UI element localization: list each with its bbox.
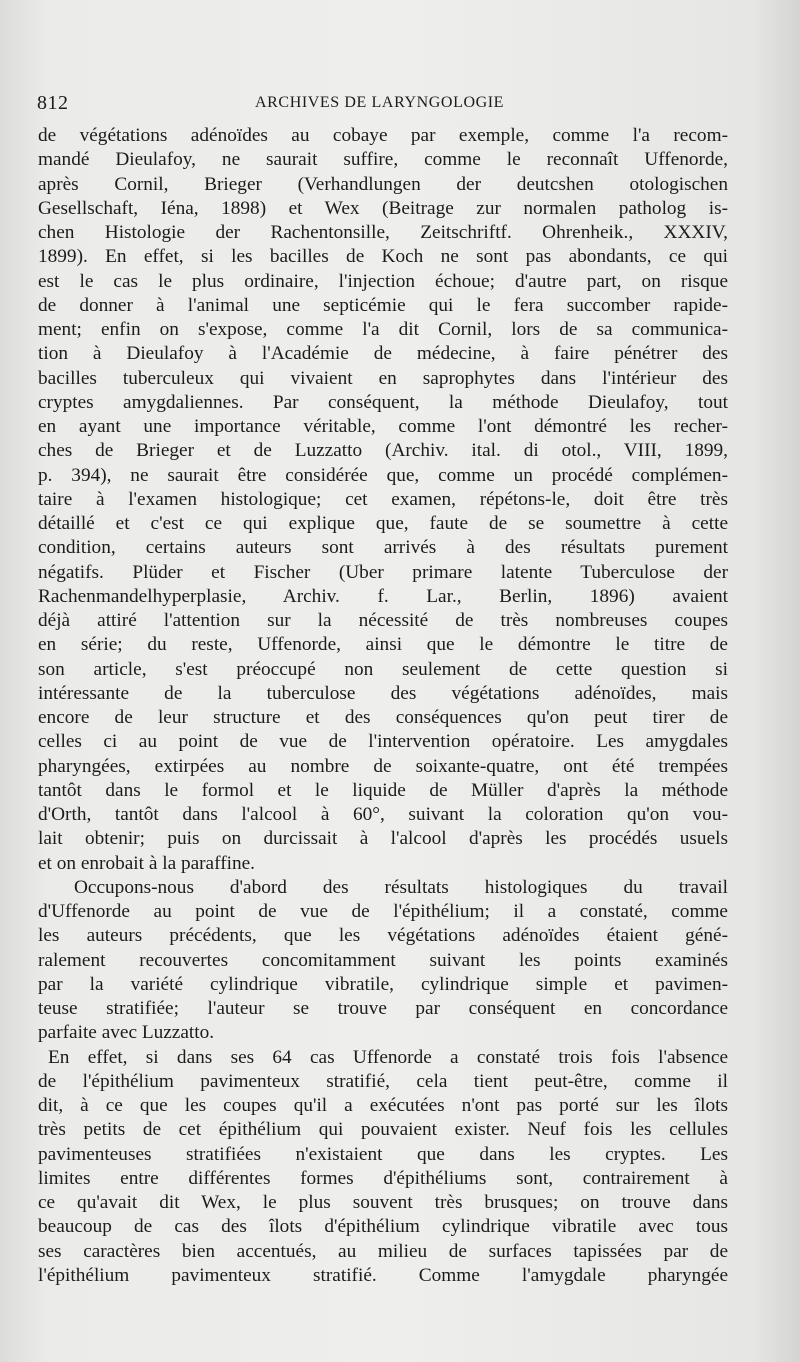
text-line: les auteurs précédents, que les végétations adénoïdes étaient géné-: [38, 925, 728, 947]
text-line: encore de leur structure et des conséquences qu'on peut tirer de: [38, 707, 728, 728]
running-head: ARCHIVES DE LARYNGOLOGIE: [255, 94, 505, 111]
text-line: est le cas le plus ordinaire, l'injection échoue; d'autre part, on risque: [38, 270, 728, 292]
text-line: taire à l'examen histologique; cet examen, répétons-le, doit être très: [38, 488, 728, 510]
text-line: négatifs. Plüder et Fischer (Uber primare latente Tuberculose der: [38, 561, 728, 583]
paragraph-start-line: Occupons-nous d'abord des résultats histologiques du travail: [74, 876, 728, 898]
page-header: [37, 92, 760, 122]
text-line: détaillé et c'est ce qui explique que, faute de se soumettre à cette: [38, 513, 728, 534]
text-line: limites entre différentes formes d'épithéliums sont, contrairement à: [38, 1167, 728, 1189]
text-line: d'Uffenorde au point de vue de l'épithélium; il a constaté, comme: [38, 901, 728, 922]
body-text: [38, 124, 728, 1288]
text-line: de donner à l'animal une septicémie qui le fera succomber rapide-: [38, 294, 728, 316]
text-line: Gesellschaft, Iéna, 1898) et Wex (Beitrage zur normalen patholog is-: [38, 197, 728, 219]
text-line: mandé Dieulafoy, ne saurait suffire, comme le reconnaît Uffenorde,: [38, 149, 728, 171]
text-line: de l'épithélium pavimenteux stratifié, cela tient peut-être, comme il: [38, 1070, 728, 1092]
text-line: ches de Brieger et de Luzzatto (Archiv. ital. di otol., VIII, 1899,: [38, 440, 728, 462]
text-line: son article, s'est préoccupé non seulement de cette question si: [38, 658, 728, 680]
text-line: celles ci au point de vue de l'intervention opératoire. Les amygdales: [38, 731, 728, 753]
text-line: Rachenmandelhyperplasie, Archiv. f. Lar., Berlin, 1896) avaient: [38, 585, 728, 607]
text-line: après Cornil, Brieger (Verhandlungen der deutcshen otologischen: [38, 173, 728, 195]
text-line: beaucoup de cas des îlots d'épithélium cylindrique vibratile avec tous: [38, 1216, 728, 1238]
text-line: ralement recouvertes concomitamment suivant les points examinés: [38, 949, 728, 971]
text-line: ses caractères bien accentués, au milieu de surfaces tapissées par de: [38, 1240, 728, 1262]
text-line: p. 394), ne saurait être considérée que, comme un procédé complémen-: [38, 464, 728, 486]
text-line: par la variété cylindrique vibratile, cylindrique simple et pavimen-: [38, 973, 728, 995]
paragraph-start-line: En effet, si dans ses 64 cas Uffenorde a constaté trois fois l'absence: [48, 1046, 728, 1068]
text-line: de végétations adénoïdes au cobaye par exemple, comme l'a recom-: [38, 125, 728, 146]
text-line: condition, certains auteurs sont arrivés à des résultats purement: [38, 537, 728, 559]
paragraph-end-line: parfaite avec Luzzatto.: [38, 1022, 215, 1044]
text-line: très petits de cet épithélium qui pouvaient exister. Neuf fois les cellules: [38, 1119, 728, 1141]
text-line: ce qu'avait dit Wex, le plus souvent très brusques; on trouve dans: [38, 1192, 728, 1213]
text-line: intéressante de la tuberculose des végétations adénoïdes, mais: [38, 682, 728, 704]
text-line: teuse stratifiée; l'auteur se trouve par conséquent en concordance: [38, 998, 728, 1019]
text-line: déjà attiré l'attention sur la nécessité de très nombreuses coupes: [38, 610, 728, 631]
text-line: cryptes amygdaliennes. Par conséquent, la méthode Dieulafoy, tout: [38, 391, 728, 413]
text-line: pavimenteuses stratifiées n'existaient que dans les cryptes. Les: [38, 1143, 728, 1165]
text-line: pharyngées, extirpées au nombre de soixante-quatre, ont été trempées: [38, 755, 728, 777]
text-line: tion à Dieulafoy à l'Académie de médecine, à faire pénétrer des: [38, 343, 728, 365]
page-number: 812: [37, 92, 69, 114]
text-line: chen Histologie der Rachentonsille, Zeitschriftf. Ohrenheik., XXXIV,: [38, 222, 728, 243]
text-line: d'Orth, tantôt dans l'alcool à 60°, suivant la coloration qu'on vou-: [38, 804, 728, 825]
text-line: ment; enfin on s'expose, comme l'a dit Cornil, lors de sa communica-: [38, 319, 728, 340]
text-line: dit, à ce que les coupes qu'il a exécutées n'ont pas porté sur les îlots: [38, 1095, 728, 1116]
text-line: lait obtenir; puis on durcissait à l'alcool d'après les procédés usuels: [38, 828, 728, 850]
text-line: en ayant une importance véritable, comme l'ont démontré les recher-: [38, 416, 728, 437]
paragraph-end-line: et on enrobait à la paraffine.: [38, 852, 255, 874]
text-line: tantôt dans le formol et le liquide de Müller d'après la méthode: [38, 779, 728, 801]
text-line: en série; du reste, Uffenorde, ainsi que le démontre le titre de: [38, 634, 728, 656]
text-line: bacilles tuberculeux qui vivaient en saprophytes dans l'intérieur des: [38, 367, 728, 389]
text-line: l'épithélium pavimenteux stratifié. Comme l'amygdale pharyngée: [38, 1264, 728, 1286]
text-line: 1899). En effet, si les bacilles de Koch ne sont pas abondants, ce qui: [38, 246, 728, 268]
